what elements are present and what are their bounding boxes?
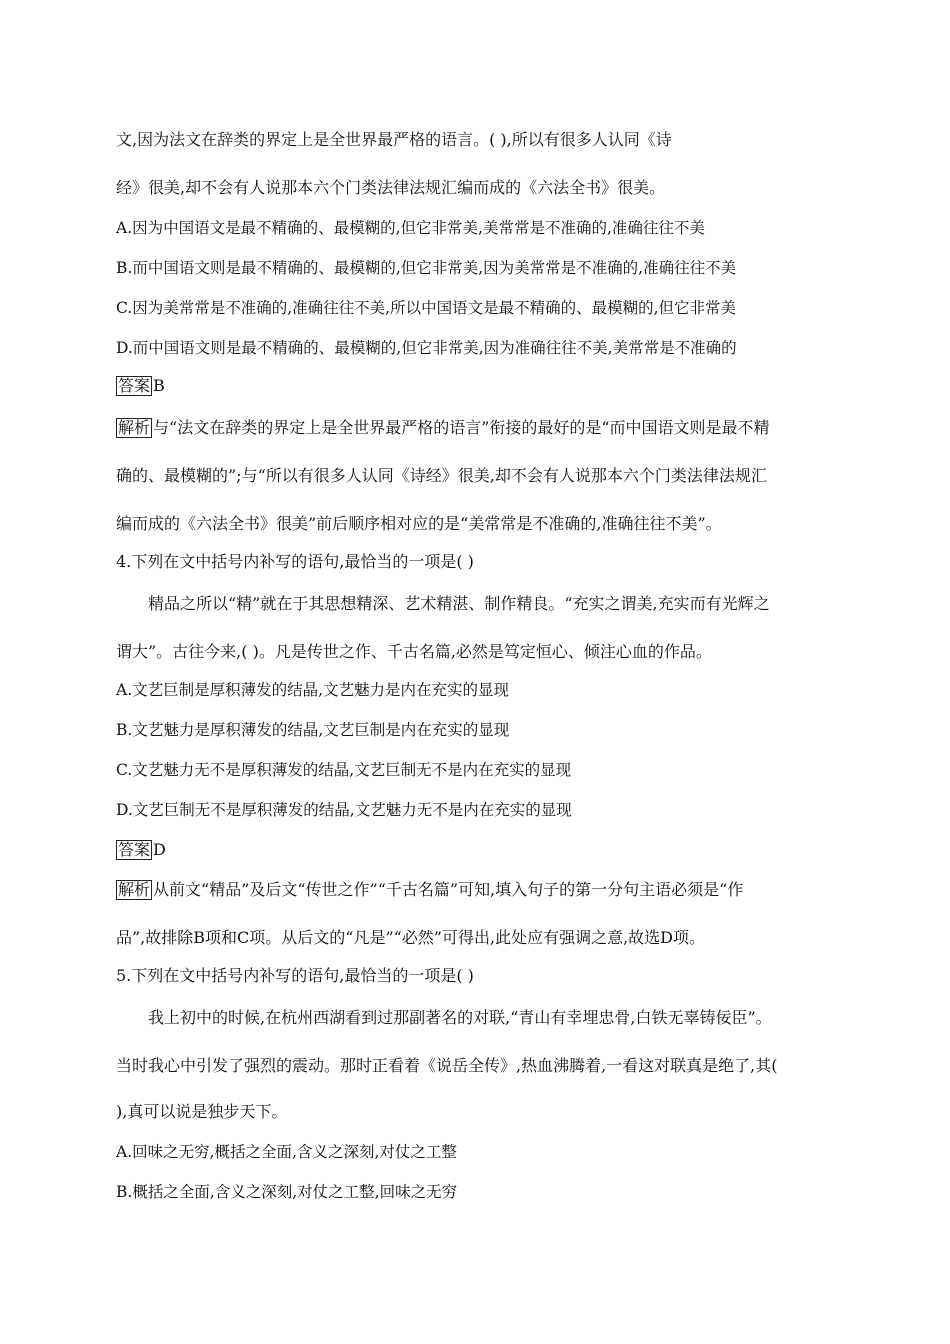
answer-value: D xyxy=(153,840,166,859)
q5-passage-line-2: 当时我心中引发了强烈的震动。那时正看着《说岳全传》,热血沸腾着,一看这对联真是绝了,其( xyxy=(116,1056,778,1075)
q3-option-a: A.因为中国语文是最不精确的、最模糊的,但它非常美,美常常是不准确的,准确往往不美 xyxy=(116,219,705,237)
analysis-tag: 解析 xyxy=(118,880,151,899)
q3-analysis-line-1 xyxy=(116,416,836,440)
q4-option-d: D.文艺巨制无不是厚积薄发的结晶,文艺魅力无不是内在充实的显现 xyxy=(116,801,572,819)
q5-passage-line-1: 我上初中的时候,在杭州西湖看到过那副著名的对联,“青山有幸埋忠骨,白铁无辜铸佞臣”。 xyxy=(148,1008,772,1027)
q5-question: 5.下列在文中括号内补写的语句,最恰当的一项是( ) xyxy=(116,966,474,985)
q3-analysis-line-2: 确的、最模糊的”;与“所以有很多人认同《诗经》很美,却不会有人说那本六个门类法律法规汇 xyxy=(116,466,767,485)
q4-option-c: C.文艺魅力无不是厚积薄发的结晶,文艺巨制无不是内在充实的显现 xyxy=(116,761,572,779)
q3-option-d: D.而中国语文则是最不精确的、最模糊的,但它非常美,因为准确往往不美,美常常是不准确的 xyxy=(116,339,737,357)
q5-passage-line-3: ),真可以说是独步天下。 xyxy=(116,1102,288,1121)
analysis-tag: 解析 xyxy=(118,418,151,437)
analysis-text: 与“法文在辞类的界定上是全世界最严格的语言”衔接的最好的是“而中国语文则是最不精 xyxy=(153,418,770,437)
q4-passage-line-1: 精品之所以“精”就在于其思想精深、艺术精湛、制作精良。“充实之谓美,充实而有光辉之 xyxy=(148,594,770,613)
answer-tag: 答案 xyxy=(118,840,151,859)
q3-analysis-line-3: 编而成的《六法全书》很美”前后顺序相对应的是“美常常是不准确的,准确往往不美”。 xyxy=(116,514,722,533)
q5-option-a: A.回味之无穷,概括之全面,含义之深刻,对仗之工整 xyxy=(116,1143,457,1161)
q4-passage-line-2: 谓大”。古往今来,( )。凡是传世之作、千古名篇,必然是笃定恒心、倾注心血的作品。 xyxy=(116,642,712,661)
q3-option-b: B.而中国语文则是最不精确的、最模糊的,但它非常美,因为美常常是不准确的,准确往往不美 xyxy=(116,259,737,277)
q3-passage-line-2: 经》很美,却不会有人说那本六个门类法律法规汇编而成的《六法全书》很美。 xyxy=(116,178,666,197)
q3-option-c: C.因为美常常是不准确的,准确往往不美,所以中国语文是最不精确的、最模糊的,但它非常美 xyxy=(116,299,737,317)
q4-option-a: A.文艺巨制是厚积薄发的结晶,文艺魅力是内在充实的显现 xyxy=(116,681,510,699)
q4-answer xyxy=(116,838,836,862)
q3-passage-line-1: 文,因为法文在辞类的界定上是全世界最严格的语言。( ),所以有很多人认同《诗 xyxy=(116,130,672,149)
q4-question: 4.下列在文中括号内补写的语句,最恰当的一项是( ) xyxy=(116,552,474,571)
q4-analysis-line-2: 品”,故排除B项和C项。从后文的“凡是”“必然”可得出,此处应有强调之意,故选D项。 xyxy=(116,928,705,947)
q5-option-b: B.概括之全面,含义之深刻,对仗之工整,回味之无穷 xyxy=(116,1183,458,1201)
q4-option-b: B.文艺魅力是厚积薄发的结晶,文艺巨制是内在充实的显现 xyxy=(116,721,510,739)
q4-analysis-line-1 xyxy=(116,878,836,902)
analysis-text: 从前文“精品”及后文“传世之作”“千古名篇”可知,填入句子的第一分句主语必须是“作 xyxy=(153,880,744,899)
answer-tag: 答案 xyxy=(118,376,151,395)
answer-value: B xyxy=(153,376,165,395)
q3-answer xyxy=(116,374,836,398)
